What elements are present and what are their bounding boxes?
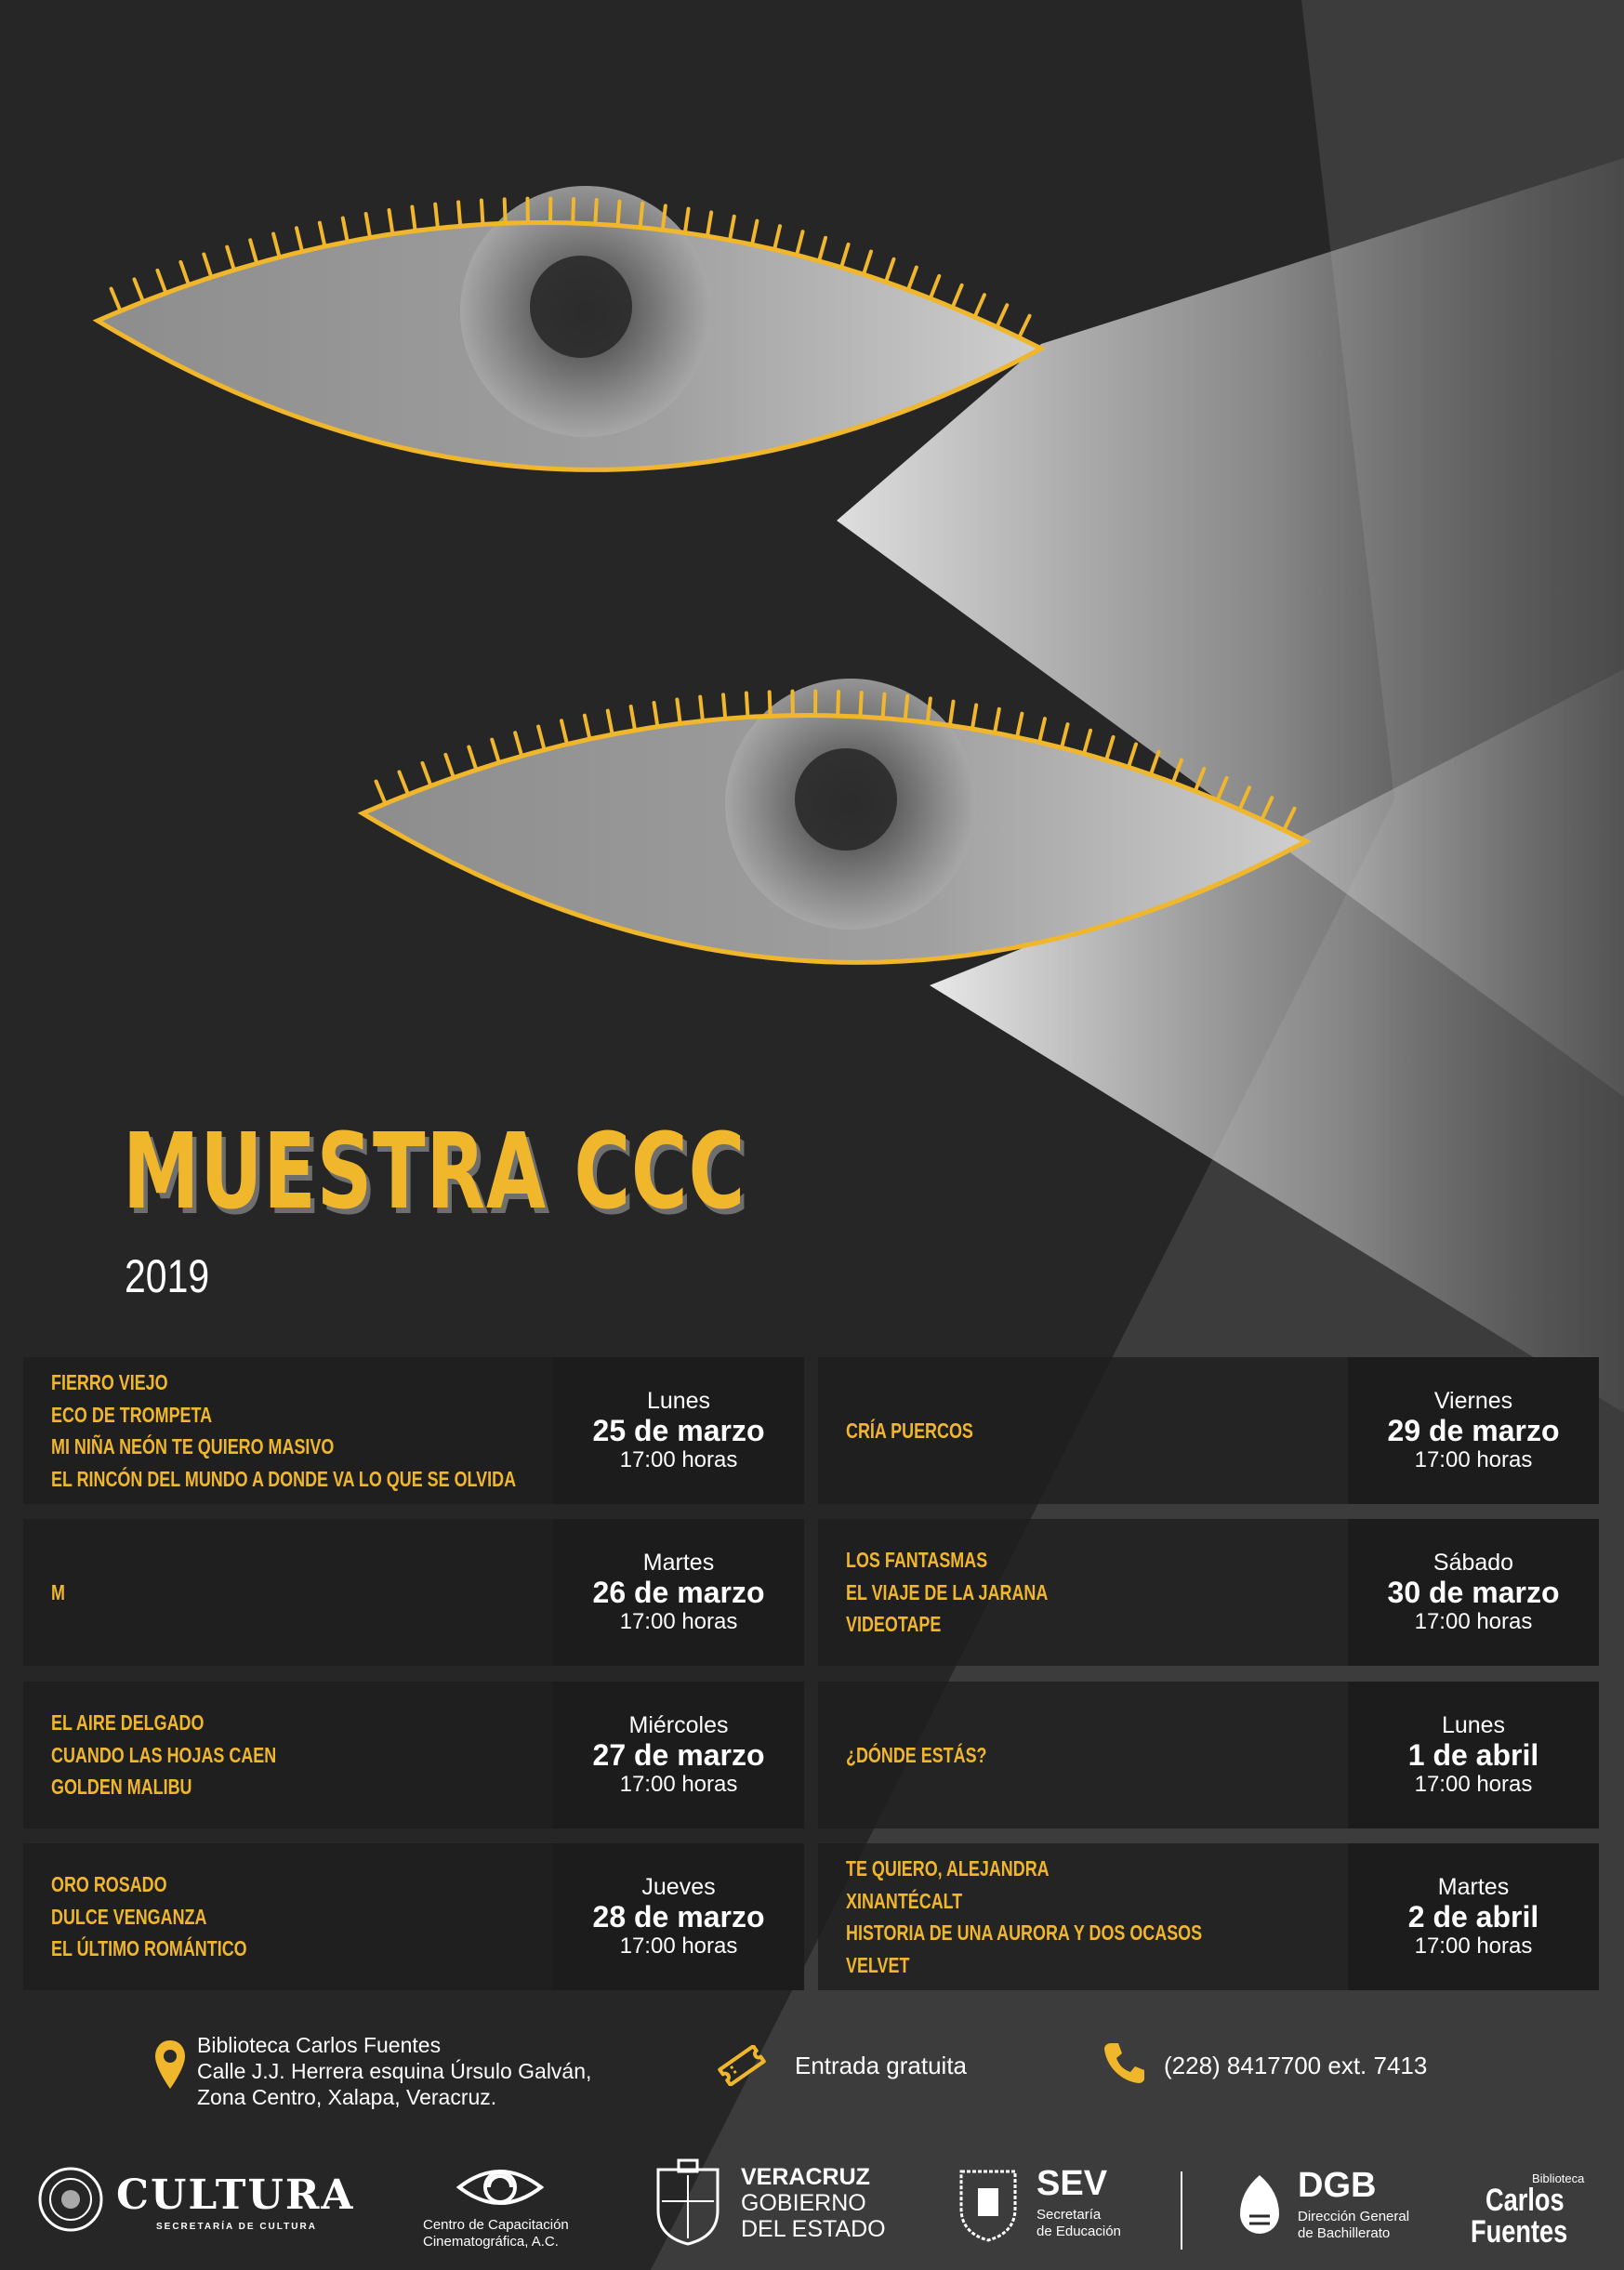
film-title: ORO ROSADO (51, 1872, 167, 1897)
eye-bottom-illustration (349, 660, 1325, 1013)
eyelash (400, 772, 409, 794)
date: 27 de marzo (592, 1738, 765, 1772)
eyelash (458, 202, 460, 226)
eyelash (797, 231, 802, 255)
eyelash (819, 238, 825, 261)
schedule-block (818, 1519, 1599, 1666)
weekday: Lunes (646, 1388, 711, 1414)
eyelash (640, 204, 643, 228)
ccc-logo-line2: Cinematográfica, A.C. (423, 2234, 559, 2250)
eyelash (297, 228, 302, 251)
film-list (818, 1357, 1010, 1504)
eyelash (1017, 714, 1022, 737)
eyelash (995, 709, 999, 733)
eye-top-illustration (84, 167, 1060, 521)
eyelash (707, 212, 711, 236)
eyelash (515, 732, 522, 756)
eyelash (585, 716, 590, 739)
date: 25 de marzo (592, 1414, 765, 1447)
schedule-block (23, 1843, 804, 1990)
venue-name: Biblioteca Carlos Fuentes (197, 2033, 442, 2057)
event-year: 2019 (125, 1250, 210, 1302)
eyelash (376, 782, 386, 804)
venue-info (197, 2032, 591, 2110)
eyelash (273, 234, 280, 257)
time: 17:00 horas (1414, 1933, 1533, 1959)
weekday: Viernes (1433, 1388, 1513, 1414)
eyelash (1173, 760, 1182, 783)
eyelash (997, 305, 1007, 327)
eyelash (1039, 719, 1045, 742)
eyelash (677, 700, 680, 724)
eyelash (482, 201, 483, 225)
date-box (553, 1843, 804, 1990)
eyelash (180, 262, 189, 285)
sev-logo-text: SEV (1036, 2164, 1108, 2203)
schedule-block (818, 1682, 1599, 1828)
film-list (23, 1843, 302, 1990)
date: 28 de marzo (592, 1900, 765, 1933)
eyelash (469, 747, 476, 771)
eyelash (1218, 778, 1227, 800)
film-title: CUANDO LAS HOJAS CAEN (51, 1742, 277, 1767)
eyelash (422, 763, 430, 785)
biblioteca-logo-small: Biblioteca (1532, 2171, 1585, 2185)
eyelash (864, 252, 871, 275)
biblioteca-logo-line2: Fuentes (1471, 2214, 1568, 2250)
date: 1 de abril (1407, 1738, 1539, 1772)
eyelash (366, 214, 370, 238)
eyelash (631, 706, 635, 731)
schedule-block (23, 1519, 804, 1666)
eyelash (1062, 724, 1067, 747)
time: 17:00 horas (619, 1609, 738, 1634)
ticket-icon (716, 2045, 768, 2086)
veracruz-logo-line1: VERACRUZ (741, 2164, 870, 2190)
weekday: Lunes (1441, 1712, 1506, 1738)
date-box (1348, 1519, 1599, 1666)
eyelash (953, 285, 962, 308)
veracruz-shield-icon (651, 2158, 725, 2248)
eyelash (505, 199, 506, 223)
event-title: MUESTRA CCC (123, 1112, 746, 1233)
eyelash (974, 295, 984, 317)
time: 17:00 horas (619, 1772, 738, 1797)
film-title: DULCE VENGANZA (51, 1904, 207, 1929)
film-list (23, 1682, 340, 1828)
phone-info: (228) 8417700 ext. 7413 (1164, 2052, 1428, 2079)
film-title: FIERRO VIEJO (51, 1370, 168, 1394)
eyelash (931, 276, 940, 298)
eyelash (227, 247, 234, 271)
film-title: TE QUIERO, ALEJANDRA (846, 1856, 1050, 1881)
film-list (23, 1519, 69, 1666)
eyelash (905, 696, 908, 720)
eyelash (883, 694, 885, 719)
eyelash (860, 693, 861, 717)
dgb-flame-icon (1229, 2168, 1290, 2242)
eyelash (320, 223, 325, 246)
eyelash (950, 702, 954, 726)
film-title: EL RINCÓN DEL MUNDO A DONDE VA LO QUE SE OLVIDA (51, 1466, 517, 1491)
ccc-eye-logo-icon (456, 2161, 545, 2213)
schedule-block (818, 1843, 1599, 1990)
film-title: LOS FANTASMAS (846, 1548, 988, 1573)
time: 17:00 horas (619, 1447, 738, 1472)
time: 17:00 horas (1414, 1447, 1533, 1472)
eyelash (112, 289, 121, 311)
schedule-block (23, 1357, 804, 1504)
film-list (818, 1843, 1302, 1990)
time: 17:00 horas (1414, 1772, 1533, 1797)
film-title: EL AIRE DELGADO (51, 1710, 205, 1735)
weekday: Miércoles (628, 1712, 729, 1738)
cultura-logo-text: CULTURA (116, 2171, 355, 2219)
date-box (1348, 1682, 1599, 1828)
film-title: VIDEOTAPE (846, 1612, 942, 1637)
eyelash (1129, 745, 1136, 768)
dgb-logo-line2: de Bachillerato (1298, 2225, 1391, 2241)
dgb-logo-line1: Dirección General (1298, 2209, 1410, 2224)
eyelash (972, 705, 976, 729)
eyelash (389, 210, 393, 234)
eyelash (774, 226, 780, 249)
eyelash (250, 240, 257, 263)
venue-address-line1: Calle J.J. Herrera esquina Úrsulo Galván, (197, 2059, 592, 2083)
weekday: Martes (642, 1550, 715, 1576)
veracruz-logo-line2: GOBIERNO (741, 2190, 866, 2216)
date-box (1348, 1843, 1599, 1990)
weekday: Martes (1437, 1874, 1510, 1900)
film-title: EL ÚLTIMO ROMÁNTICO (51, 1936, 247, 1961)
weekday: Sábado (1433, 1550, 1514, 1576)
eyelash (654, 703, 658, 727)
time: 17:00 horas (619, 1933, 738, 1959)
eyelash (746, 693, 748, 718)
eyelash (538, 727, 545, 750)
eyelash (730, 217, 734, 241)
phone-icon (1102, 2039, 1148, 2086)
eyelash (723, 694, 725, 719)
eyelash (685, 209, 689, 233)
date: 2 de abril (1407, 1900, 1539, 1933)
sev-logo-line1: Secretaría (1036, 2207, 1102, 2223)
weekday: Jueves (641, 1874, 716, 1900)
eyelash (608, 711, 613, 735)
location-pin-icon (153, 2039, 187, 2091)
eyelash (343, 218, 348, 243)
eyelash (618, 202, 620, 226)
eyelash (412, 207, 415, 231)
cultura-logo-subtitle: SECRETARÍA DE CULTURA (156, 2222, 317, 2232)
ccc-logo-line1: Centro de Capacitación (423, 2217, 569, 2233)
film-list (818, 1682, 1026, 1828)
entry-info: Entrada gratuita (795, 2052, 968, 2079)
time: 17:00 horas (1414, 1609, 1533, 1634)
film-title: VELVET (846, 1952, 910, 1977)
eyelash (595, 200, 596, 224)
film-title: GOLDEN MALIBU (51, 1775, 192, 1800)
film-title: XINANTÉCALT (846, 1888, 963, 1913)
date-box (1348, 1357, 1599, 1504)
sev-logo-line2: de Educación (1036, 2224, 1121, 2239)
eyelash (1239, 787, 1248, 810)
eyelash (841, 244, 849, 268)
sponsor-divider (1181, 2171, 1182, 2250)
eyelash (573, 199, 574, 223)
film-title: HISTORIA DE UNA AURORA Y DOS OCASOS (846, 1920, 1203, 1945)
eyelash (157, 271, 165, 293)
date-box (553, 1519, 804, 1666)
eyelash (908, 268, 917, 290)
cultura-seal-icon (37, 2166, 104, 2233)
film-title: ¿DÓNDE ESTÁS? (846, 1742, 987, 1767)
eyelash (1261, 798, 1272, 820)
biblioteca-logo-line1: Carlos (1485, 2183, 1565, 2218)
date-box (553, 1357, 804, 1504)
veracruz-logo-line3: DEL ESTADO (741, 2216, 886, 2242)
date: 29 de marzo (1387, 1414, 1560, 1447)
eyelash (492, 740, 499, 763)
film-title: CRÍA PUERCOS (846, 1418, 973, 1443)
film-list (818, 1519, 1105, 1666)
film-title: MI NIÑA NEÓN TE QUIERO MASIVO (51, 1434, 335, 1458)
eyelash (445, 755, 454, 778)
venue-address-line2: Zona Centro, Xalapa, Veracruz. (197, 2085, 497, 2109)
eyelash (886, 259, 894, 283)
eyelash (435, 205, 438, 229)
eyelash (1106, 737, 1114, 760)
eyelash (1284, 809, 1294, 830)
schedule-block (818, 1357, 1599, 1504)
eyelash (1195, 769, 1205, 791)
film-title: M (51, 1579, 65, 1604)
sev-shield-icon (956, 2162, 1021, 2242)
eyelash (752, 221, 757, 244)
schedule-block (23, 1682, 804, 1828)
dgb-logo-text: DGB (1298, 2166, 1377, 2205)
date-box (553, 1682, 804, 1828)
film-title: ECO DE TROMPETA (51, 1402, 213, 1427)
date: 30 de marzo (1387, 1576, 1560, 1609)
eyelash (1151, 752, 1159, 775)
eyelash (1084, 731, 1090, 754)
eyelash (700, 697, 703, 721)
eyelash (135, 279, 144, 301)
eyelash (561, 720, 567, 744)
eyelash (1019, 316, 1029, 337)
eyelash (204, 255, 211, 278)
date: 26 de marzo (592, 1576, 765, 1609)
film-title: EL VIAJE DE LA JARANA (846, 1579, 1049, 1604)
eyelash (770, 692, 771, 716)
